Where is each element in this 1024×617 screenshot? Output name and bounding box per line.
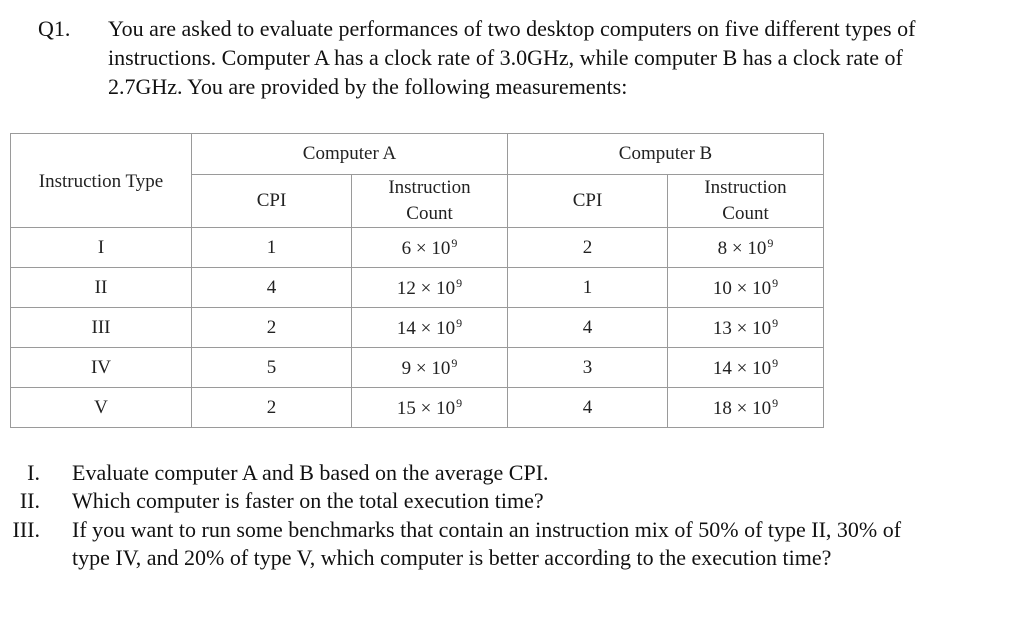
ic-coefficient: 13 xyxy=(712,317,732,339)
ic-coefficient: 18 xyxy=(712,397,732,419)
ic-exponent: 9 xyxy=(456,315,463,330)
subquestion-text: type IV, and 20% of type V, which computer is better according to the execution time? xyxy=(72,545,832,570)
ic-coefficient: 9 xyxy=(401,357,412,379)
cell-type: V xyxy=(11,388,192,428)
table-row xyxy=(11,348,824,388)
cell-b-cpi: 3 xyxy=(508,348,668,388)
header-ic-a xyxy=(352,175,508,228)
ic-exponent: 9 xyxy=(456,395,463,410)
cell-b-cpi: 2 xyxy=(508,228,668,268)
subquestion-text: Evaluate computer A and B based on the average CPI. xyxy=(72,460,549,485)
cell-type: IV xyxy=(11,348,192,388)
cell-a-ic xyxy=(352,308,508,348)
ic-exponent: 9 xyxy=(451,235,458,250)
ic-multiplier: × 10 xyxy=(420,317,456,339)
ic-coefficient: 8 xyxy=(717,237,728,259)
ic-multiplier: × 10 xyxy=(731,237,767,259)
ic-coefficient: 6 xyxy=(401,237,412,259)
cell-type: I xyxy=(11,228,192,268)
cell-a-ic xyxy=(352,348,508,388)
ic-coefficient: 14 xyxy=(712,357,732,379)
cell-b-ic xyxy=(668,228,824,268)
cell-b-ic xyxy=(668,268,824,308)
cell-a-cpi: 5 xyxy=(192,348,352,388)
ic-exponent: 9 xyxy=(451,355,458,370)
subquestion-text: If you want to run some benchmarks that contain an instruction mix of 50% of type II, 30% of xyxy=(72,517,902,542)
subquestion-numeral: III. xyxy=(12,517,40,542)
cell-a-cpi: 1 xyxy=(192,228,352,268)
cell-b-ic xyxy=(668,308,824,348)
ic-multiplier: × 10 xyxy=(736,277,772,299)
cell-type: II xyxy=(11,268,192,308)
ic-multiplier: × 10 xyxy=(415,237,451,259)
header-ic-b xyxy=(668,175,824,228)
subquestion-numeral: II. xyxy=(19,488,40,513)
ic-multiplier: × 10 xyxy=(736,397,772,419)
header-ic-line1: Instruction xyxy=(388,177,471,198)
cell-a-ic xyxy=(352,268,508,308)
ic-coefficient: 14 xyxy=(396,317,416,339)
cell-b-cpi: 4 xyxy=(508,308,668,348)
cell-b-ic xyxy=(668,348,824,388)
table-row xyxy=(11,228,824,268)
subquestion-text: Which computer is faster on the total execution time? xyxy=(72,488,544,513)
question-line: 2.7GHz. You are provided by the following measurements: xyxy=(108,74,628,99)
table-row xyxy=(11,308,824,348)
cell-type: III xyxy=(11,308,192,348)
ic-multiplier: × 10 xyxy=(736,317,772,339)
ic-exponent: 9 xyxy=(772,355,779,370)
question-line: instructions. Computer A has a clock rate of 3.0GHz, while computer B has a clock rate of xyxy=(108,45,903,70)
ic-exponent: 9 xyxy=(772,395,779,410)
header-cpi-b: CPI xyxy=(508,175,668,228)
question-line: You are asked to evaluate performances of two desktop computers on five different types of xyxy=(108,16,916,41)
ic-multiplier: × 10 xyxy=(415,357,451,379)
ic-exponent: 9 xyxy=(767,235,774,250)
question-text xyxy=(108,14,1008,101)
cell-b-cpi: 1 xyxy=(508,268,668,308)
ic-coefficient: 15 xyxy=(396,397,416,419)
cell-b-ic xyxy=(668,388,824,428)
header-ic-line2: Count xyxy=(406,203,453,224)
header-instruction-type: Instruction Type xyxy=(11,134,192,228)
ic-multiplier: × 10 xyxy=(420,277,456,299)
ic-coefficient: 12 xyxy=(396,277,416,299)
ic-multiplier: × 10 xyxy=(736,357,772,379)
header-computer-b: Computer B xyxy=(508,134,824,175)
table-row xyxy=(11,388,824,428)
ic-exponent: 9 xyxy=(772,275,779,290)
ic-multiplier: × 10 xyxy=(420,397,456,419)
table-row xyxy=(11,268,824,308)
header-ic-line2: Count xyxy=(722,203,769,224)
cell-a-ic xyxy=(352,388,508,428)
measurements-table xyxy=(10,133,824,428)
ic-exponent: 9 xyxy=(456,275,463,290)
ic-coefficient: 10 xyxy=(712,277,732,299)
subquestion-numeral: I. xyxy=(27,460,40,485)
cell-a-ic xyxy=(352,228,508,268)
header-cpi-a: CPI xyxy=(192,175,352,228)
cell-b-cpi: 4 xyxy=(508,388,668,428)
cell-a-cpi: 2 xyxy=(192,308,352,348)
header-computer-a: Computer A xyxy=(192,134,508,175)
cell-a-cpi: 2 xyxy=(192,388,352,428)
question-number: Q1. xyxy=(38,16,71,41)
ic-exponent: 9 xyxy=(772,315,779,330)
header-ic-line1: Instruction xyxy=(704,177,787,198)
cell-a-cpi: 4 xyxy=(192,268,352,308)
